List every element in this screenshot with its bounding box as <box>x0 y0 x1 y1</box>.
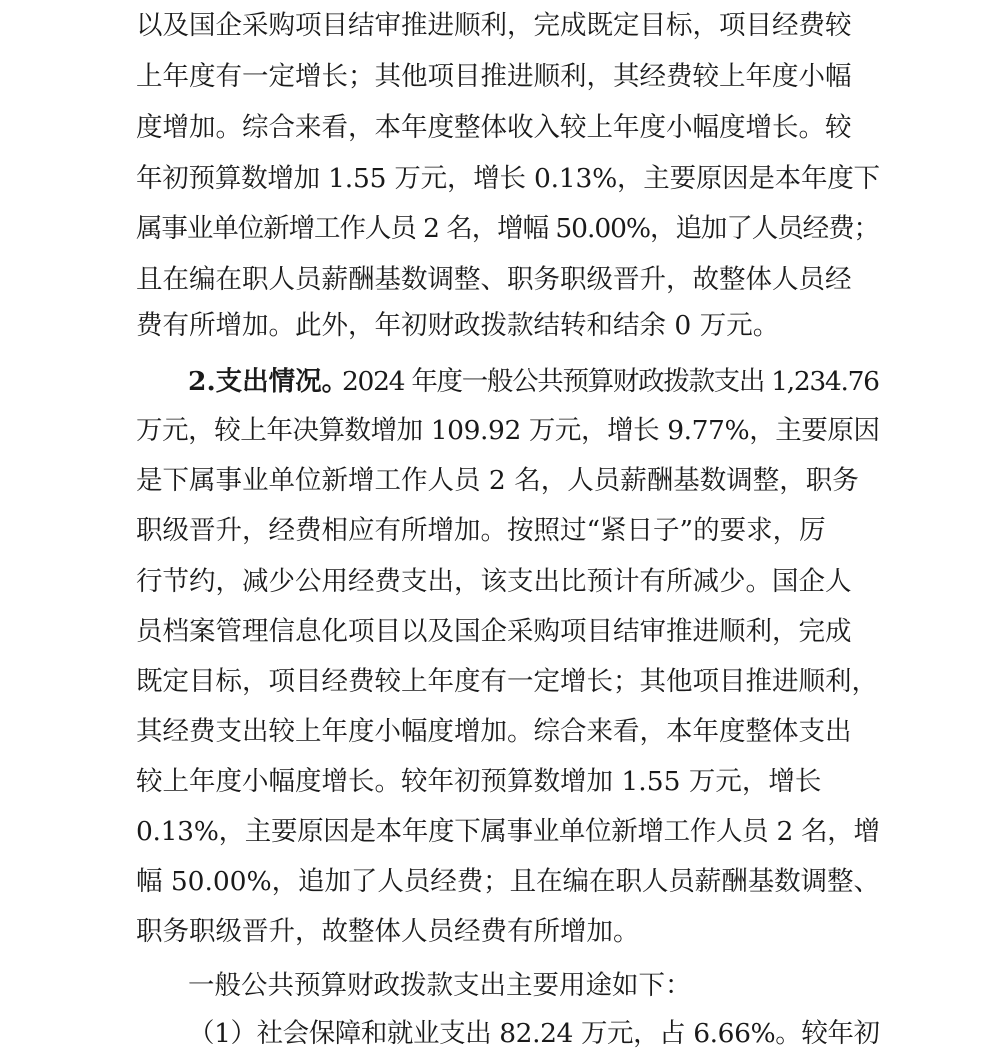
line-text: 是下属事业单位新增工作人员 2 名，人员薪酬基数调整，职务 <box>136 465 859 496</box>
line-text: 以及国企采购项目结审推进顺利，完成既定目标，项目经费较 <box>136 10 852 41</box>
text-line <box>0 966 1000 1006</box>
line-text: 年初预算数增加 1.55 万元，增长 0.13%，主要原因是本年度下 <box>136 163 880 194</box>
text-line <box>0 712 1000 752</box>
line-text: 度增加。综合来看，本年度整体收入较上年度小幅度增长。较 <box>136 112 852 143</box>
text-line <box>0 209 1000 249</box>
text-line <box>0 108 1000 148</box>
text-line <box>0 511 1000 551</box>
text-line <box>0 411 1000 451</box>
text-line <box>0 6 1000 46</box>
line-text: 且在编在职人员薪酬基数调整、职务职级晋升，故整体人员经 <box>136 264 852 295</box>
text-line <box>0 461 1000 501</box>
text-line <box>0 57 1000 97</box>
line-text: 费有所增加。此外，年初财政拨款结转和结余 0 万元。 <box>136 310 780 341</box>
line-text: 职级晋升，经费相应有所增加。按照过“紧日子”的要求，厉 <box>136 515 826 546</box>
line-text: （1）社会保障和就业支出 82.24 万元，占 6.66%。较年初 <box>188 1018 880 1049</box>
text-line <box>0 562 1000 602</box>
text-line <box>0 159 1000 199</box>
line-text: 一般公共预算财政拨款支出主要用途如下： <box>188 970 692 1001</box>
text-line <box>0 306 1000 346</box>
line-text: 上年度有一定增长；其他项目推进顺利，其经费较上年度小幅 <box>136 61 852 92</box>
line-text: 职务职级晋升，故整体人员经费有所增加。 <box>136 916 640 947</box>
line-text: 属事业单位新增工作人员 2 名，增幅 50.00%，追加了人员经费； <box>136 213 879 244</box>
line-text: 其经费支出较上年度小幅度增加。综合来看，本年度整体支出 <box>136 716 852 747</box>
line-text: 2024 年度一般公共预算财政拨款支出 1,234.76 <box>342 366 879 397</box>
text-line <box>0 1014 1000 1054</box>
text-line <box>0 362 1000 402</box>
line-text: 既定目标，项目经费较上年度有一定增长；其他项目推进顺利， <box>136 666 878 697</box>
line-text: 员档案管理信息化项目以及国企采购项目结审推进顺利，完成 <box>136 616 852 647</box>
text-line <box>0 612 1000 652</box>
text-line <box>0 662 1000 702</box>
line-text: 0.13%，主要原因是本年度下属事业单位新增工作人员 2 名，增 <box>136 816 880 847</box>
line-text: 行节约，减少公用经费支出，该支出比预计有所减少。国企人 <box>136 566 852 597</box>
text-line <box>0 812 1000 852</box>
section-heading: 2.支出情况。 <box>188 366 349 397</box>
text-line <box>0 762 1000 802</box>
text-line <box>0 912 1000 952</box>
text-line <box>0 862 1000 902</box>
text-line <box>0 260 1000 300</box>
line-text: 万元，较上年决算数增加 109.92 万元，增长 9.77%，主要原因 <box>136 415 880 446</box>
line-text: 较上年度小幅度增长。较年初预算数增加 1.55 万元，增长 <box>136 766 822 797</box>
line-text: 幅 50.00%，追加了人员经费；且在编在职人员薪酬基数调整、 <box>136 866 880 897</box>
